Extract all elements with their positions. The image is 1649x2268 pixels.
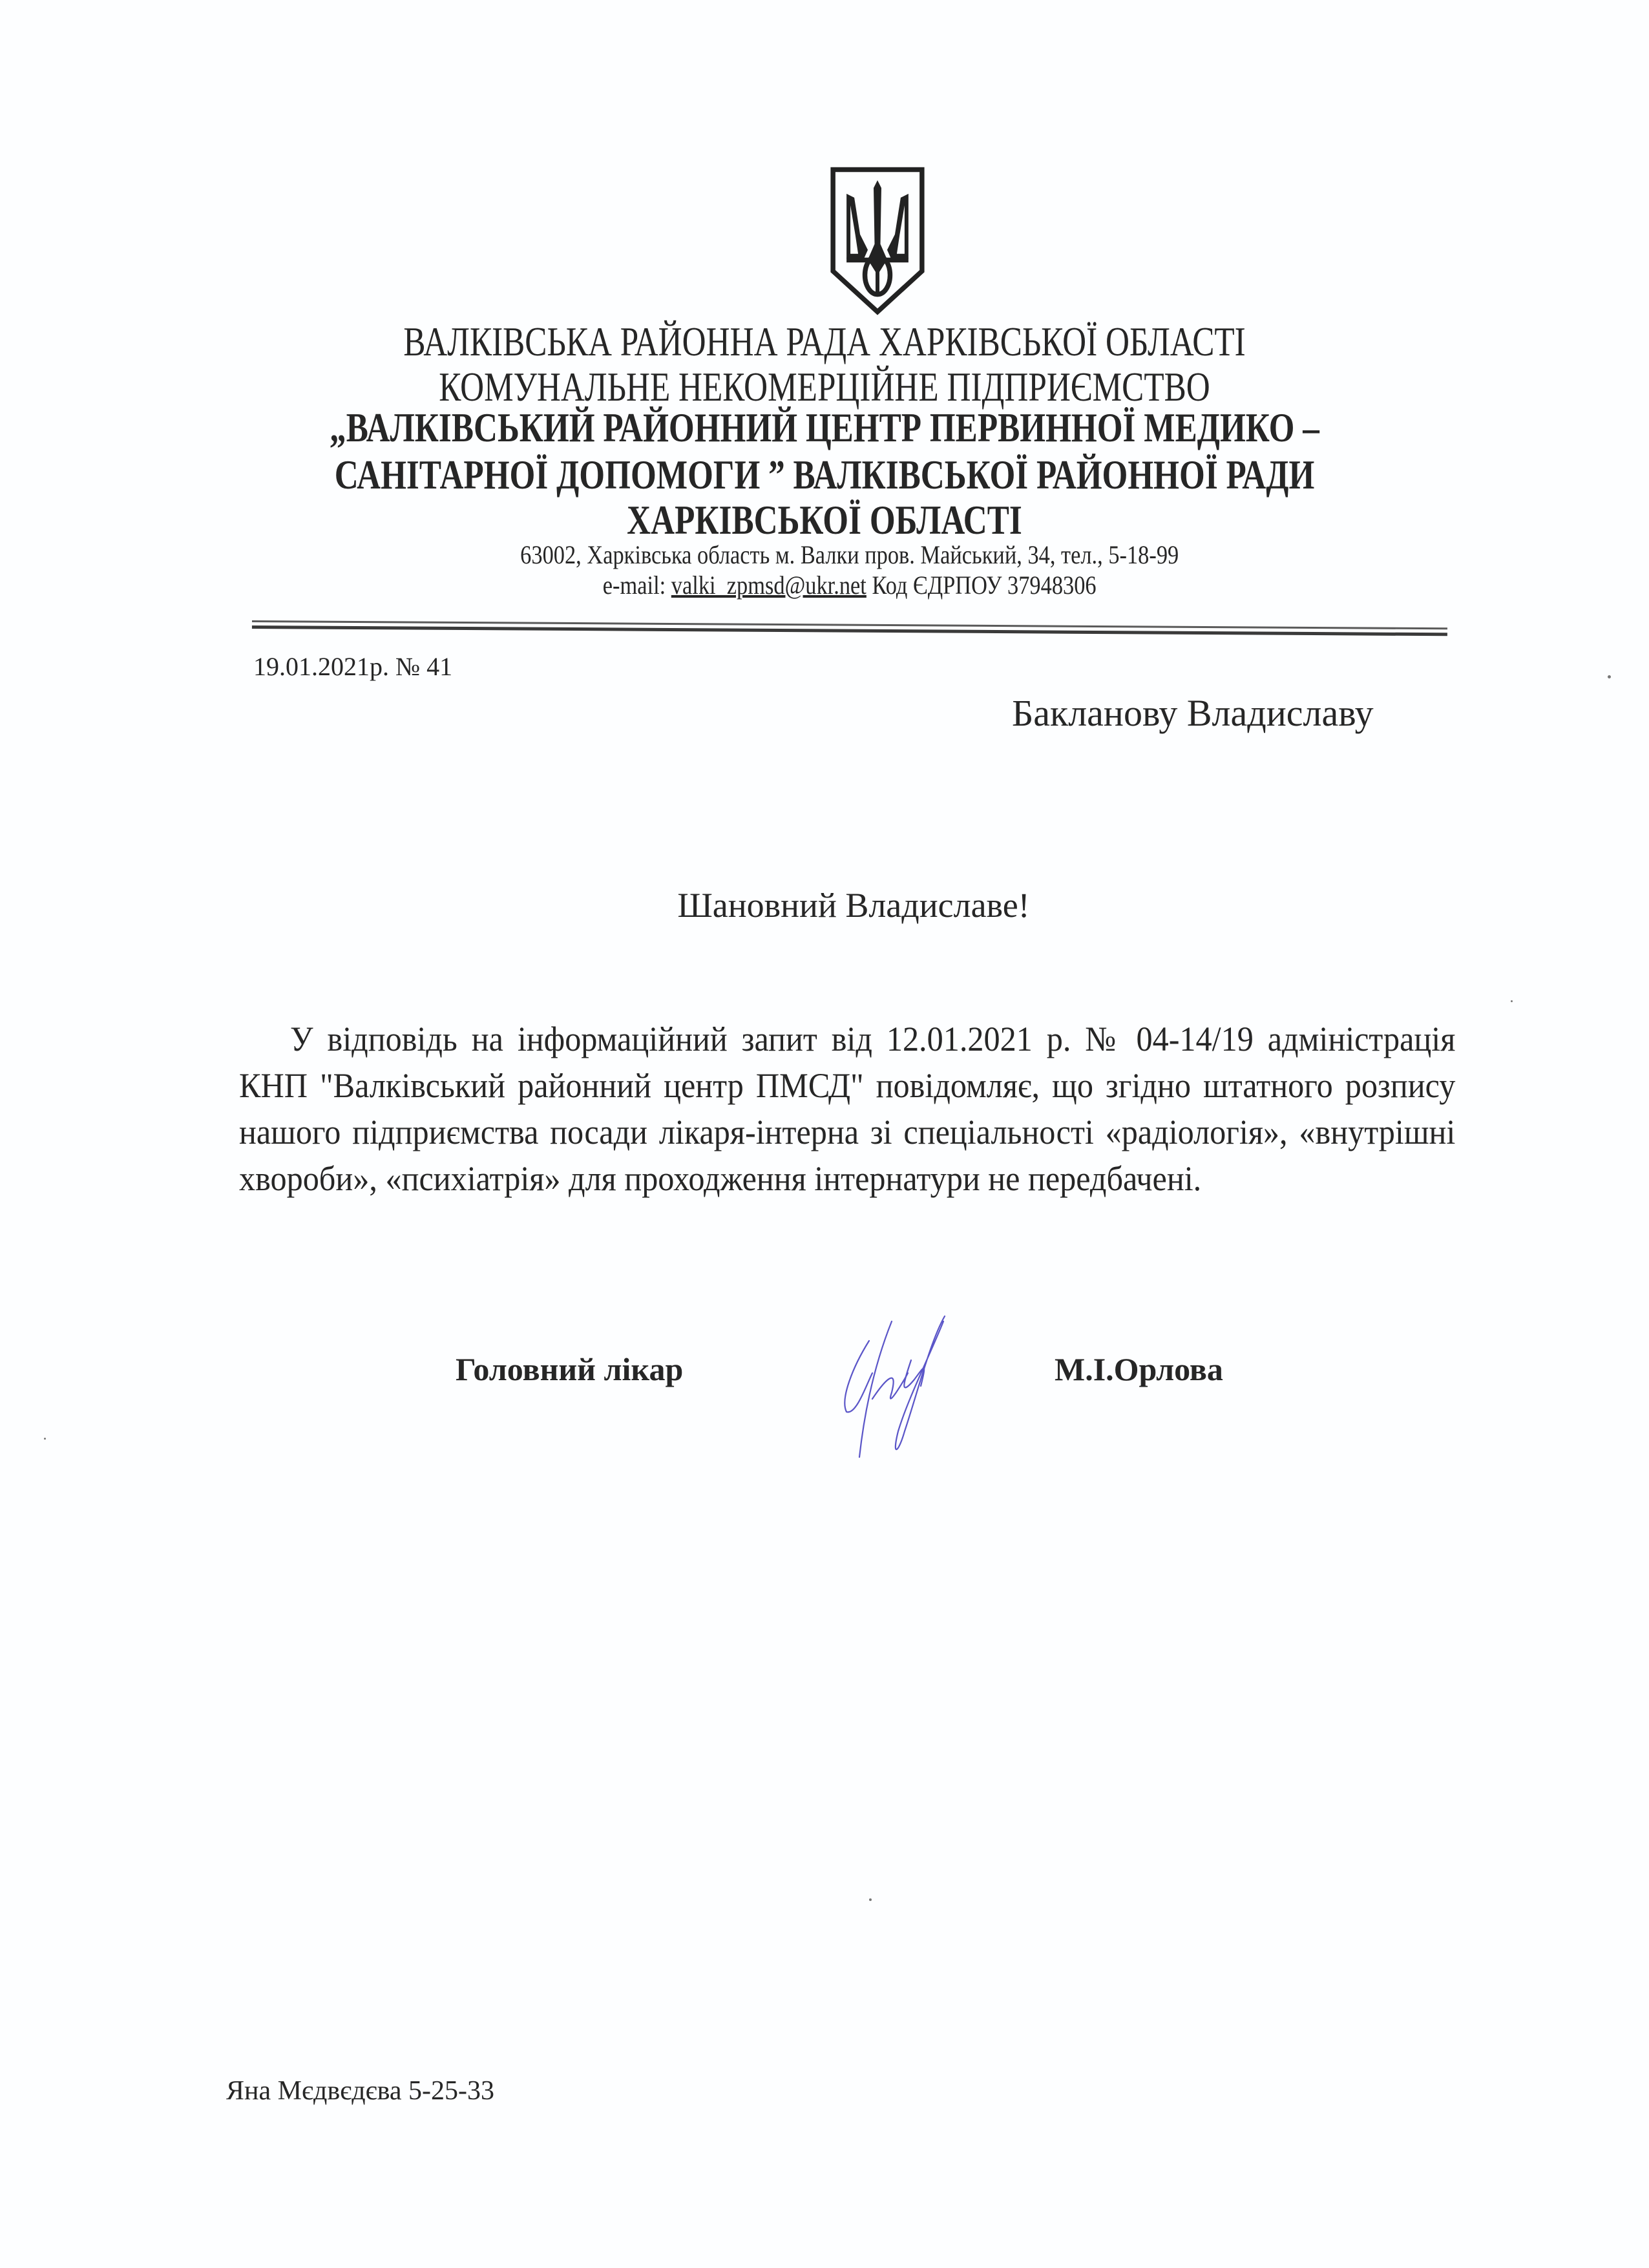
letterhead-address: 63002, Харківська область м. Валки пров. Майський, 34, тел., 5-18-99 (520, 540, 1179, 569)
letterhead-contacts (116, 570, 1534, 600)
letterhead-org-name-line1: „ВАЛКІВСЬКИЙ РАЙОННИЙ ЦЕНТР ПЕРВИННОЇ МЕДИКО – (330, 404, 1319, 450)
executor-contact: Яна Мєдвєдєва 5-25-33 (226, 2076, 495, 2106)
letterhead-council-name: ВАЛКІВСЬКА РАЙОННА РАДА ХАРКІВСЬКОЇ ОБЛАСТІ (403, 319, 1246, 364)
greeting: Шановний Владиславе! (677, 886, 1030, 925)
handwritten-signature-icon (795, 1302, 989, 1464)
email-label: e-mail: (602, 571, 666, 600)
trident-emblem-icon (829, 167, 926, 317)
letter-body-paragraph: У відповідь на інформаційний запит від 12.01.2021 р. № 04-14/19 адміністрація КНП "Валківський районний центр ПМСД" повідомляє, що згідно штатного розпису нашого підприємства посади лікаря-інтерна зі спеціальності «радіологія», «внутрішні хвороби», «психіатрія» для проходження інтернатури не передбачені. (239, 1020, 1456, 1198)
letterhead-divider (252, 620, 1447, 636)
edrpou-code: Код ЄДРПОУ 37948306 (872, 571, 1097, 600)
document-date-number: 19.01.2021р. № 41 (253, 652, 453, 681)
scan-speck (869, 1898, 872, 1901)
letterhead-org-name-line2: САНІТАРНОЇ ДОПОМОГИ ” ВАЛКІВСЬКОЇ РАЙОННОЇ РАДИ (334, 452, 1315, 498)
scan-speck (44, 1438, 46, 1440)
letterhead-org-name-line3: ХАРКІВСЬКОЇ ОБЛАСТІ (627, 497, 1022, 543)
scan-speck (1608, 675, 1611, 678)
signatory-title: Головний лікар (456, 1351, 684, 1387)
letterhead-enterprise-type: КОМУНАЛЬНЕ НЕКОМЕРЦІЙНЕ ПІДПРИЄМСТВО (439, 364, 1210, 410)
email-link[interactable]: valki_zpmsd@ukr.net (671, 571, 867, 600)
scan-speck (1511, 1000, 1513, 1002)
signatory-name: М.І.Орлова (1055, 1351, 1223, 1387)
addressee: Бакланову Владиславу (1012, 692, 1374, 734)
